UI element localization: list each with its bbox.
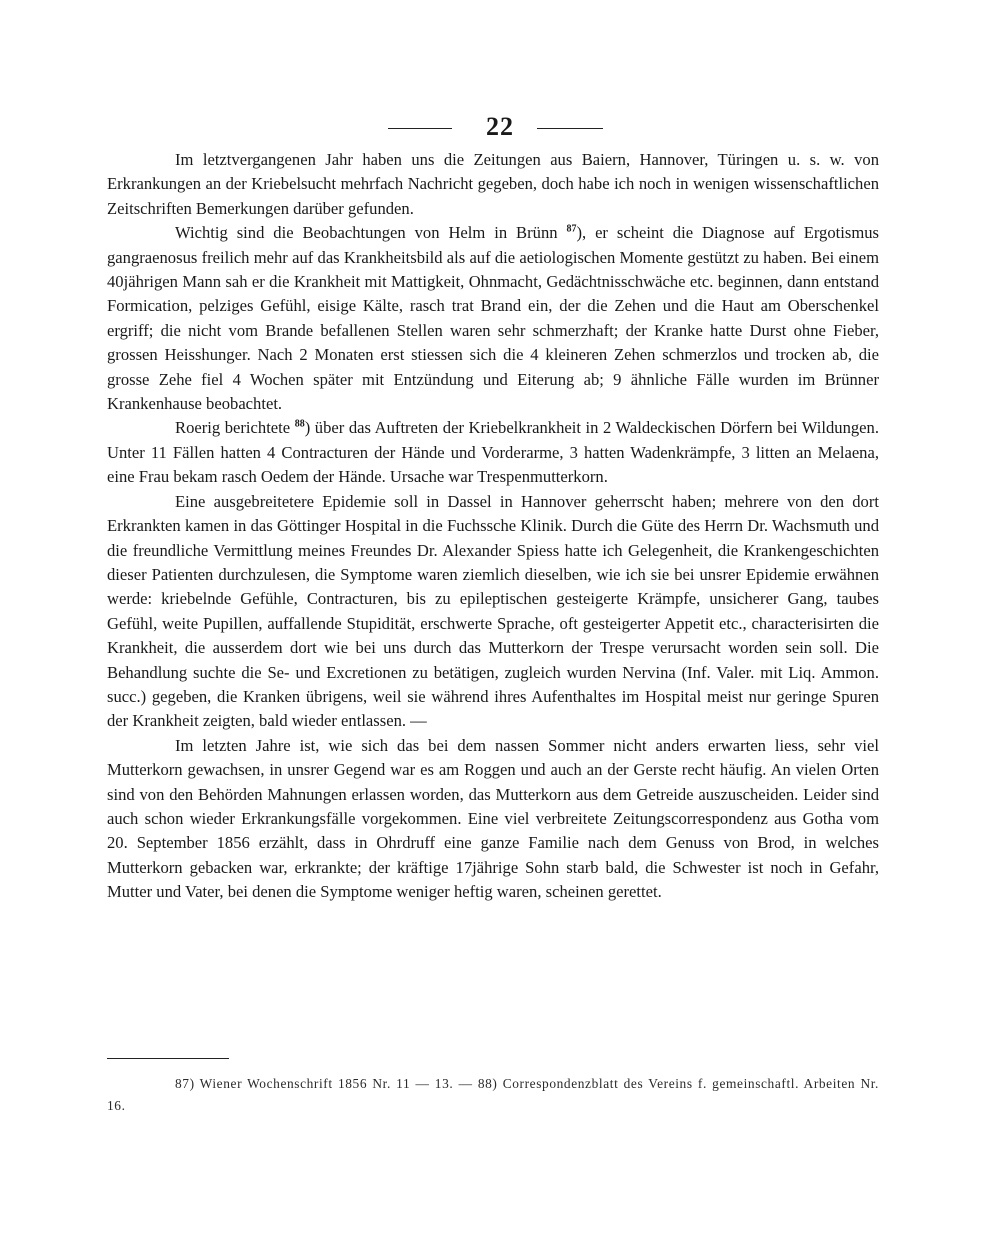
paragraph-4: Eine ausgebreitetere Epidemie soll in Dassel in Hannover geherrscht haben; mehrere von den dort Erkrankten kamen in das Göttinger Hospital in die Fuchssche Klinik. Durch die Güte des Herrn Dr. Wachsmuth und die freundliche Vermittlung meines Freundes Dr. Alexander Spiess hatte ich Gelegenheit, die Krankengeschichten dieser Patienten durchzulesen, die Symptome waren ziemlich dieselben, wie ich sie bei unsrer Epidemie erwähnen werde: kriebelnde Gefühle, Contracturen, bis zu epileptischen gesteigerte Krämpfe, unsicherer Gang, taubes Gefühl, weite Pupillen, auffallende Stupidität, erschwerte Sprache, oft gesteigerter Appetit etc., characterisirten die Krankheit, die ausserdem dort wie bei uns durch das Mutterkorn der Trespe verursacht worden sein soll. Die Behandlung suchte die Se- und Excretionen zu betätigen, zugleich wurden Nervina (Inf. Valer. mit Liq. Ammon. succ.) gegeben, die Kranken übrigens, weil sie während ihres Aufenthaltes im Hospital meist nur geringe Spuren der Krankheit zeigten, bald wieder entlassen. — <box>107 491 879 731</box>
header-rule-left <box>388 128 452 129</box>
paragraph-2-lead: Wichtig sind die Beobachtungen von Helm in Brünn <box>175 223 558 243</box>
page-number: 22 <box>486 112 514 141</box>
paragraph-3-rest: ) über das Auftreten der Kriebelkrankheit in 2 Waldeckischen Dörfern bei Wildungen. Unter 11 Fällen hatten 4 Contracturen der Hände und Vorderarme, 3 hatten Wadenkrämpfe, 3 litten an Melaena, eine Frau bekam rasch Oedem der Hände. Ursache war Trespenmutterkorn. <box>107 418 879 487</box>
body-text <box>107 148 879 905</box>
footnote-ref-88: 88 <box>294 418 305 430</box>
paragraph-3-lead: Roerig berichtete <box>175 418 291 438</box>
footnotes <box>107 1073 879 1117</box>
footnote-ref-87: 87 <box>566 223 577 235</box>
header-rule-right <box>537 128 603 129</box>
paragraph-1: Im letztvergangenen Jahr haben uns die Zeitungen aus Baiern, Hannover, Türingen u. s. w. von Erkrankungen an der Kriebelsucht mehrfach Nachricht gegeben, doch habe ich noch in wenigen wissenschaftlichen Zeitschriften Bemerkungen darüber gefunden. <box>107 150 879 218</box>
paragraph-2 <box>107 221 879 416</box>
paragraph-2-rest: ), er scheint die Diagnose auf Ergotismus gangraenosus freilich mehr auf das Krankheitsbild als auf die aetiologischen Momente gestützt zu haben. Bei einem 40jährigen Mann sah er die Krankheit mit Mattigkeit, Ohnmacht, Gedächtnisschwäche etc. beginnen, dann entstand Formication, pelziges Gefühl, eisige Kälte, rasch trat Brand ein, der die Zehen und die Haut am Oberschenkel ergriff; die nicht vom Brande befallenen Stellen waren sehr schmerzhaft; der Kranke hatte Durst ohne Fieber, grossen Heisshunger. Nach 2 Monaten erst stiessen sich die 4 kleineren Zehen schmerzlos und trocken ab, die grosse Zehe fiel 4 Wochen später mit Entzündung und Eiterung ab; 9 ähnliche Fälle wurden im Brünner Krankenhause beobachtet. <box>107 223 879 414</box>
footnote-text: 87) Wiener Wochenschrift 1856 Nr. 11 — 13. — 88) Correspondenzblatt des Vereins f. gemeinschaftl. Arbeiten Nr. 16. <box>107 1076 879 1113</box>
paragraph-5: Im letzten Jahre ist, wie sich das bei dem nassen Sommer nicht anders erwarten liess, sehr viel Mutterkorn gewachsen, in unsrer Gegend war es am Roggen und auch an der Gerste recht häufig. An vielen Orten sind von den Behörden Mahnungen erlassen worden, das Mutterkorn aus dem Getreide auszuscheiden. Leider sind auch schon wieder Erkrankungsfälle vorgekommen. Eine viel verbreitete Zeitungscorrespondenz aus Gotha vom 20. September 1856 erzählt, dass in Ohrdruff eine ganze Familie nach dem Genuss von Brod, in welches Mutterkorn gebacken war, erkrankte; der kräftige 17jährige Sohn starb bald, die Schwester ist noch in Gefahr, Mutter und Vater, bei denen die Symptome weniger heftig waren, scheinen gerettet. <box>107 735 879 902</box>
footnote-separator <box>107 1058 229 1059</box>
page-header <box>0 108 1000 148</box>
paragraph-3 <box>107 416 879 489</box>
